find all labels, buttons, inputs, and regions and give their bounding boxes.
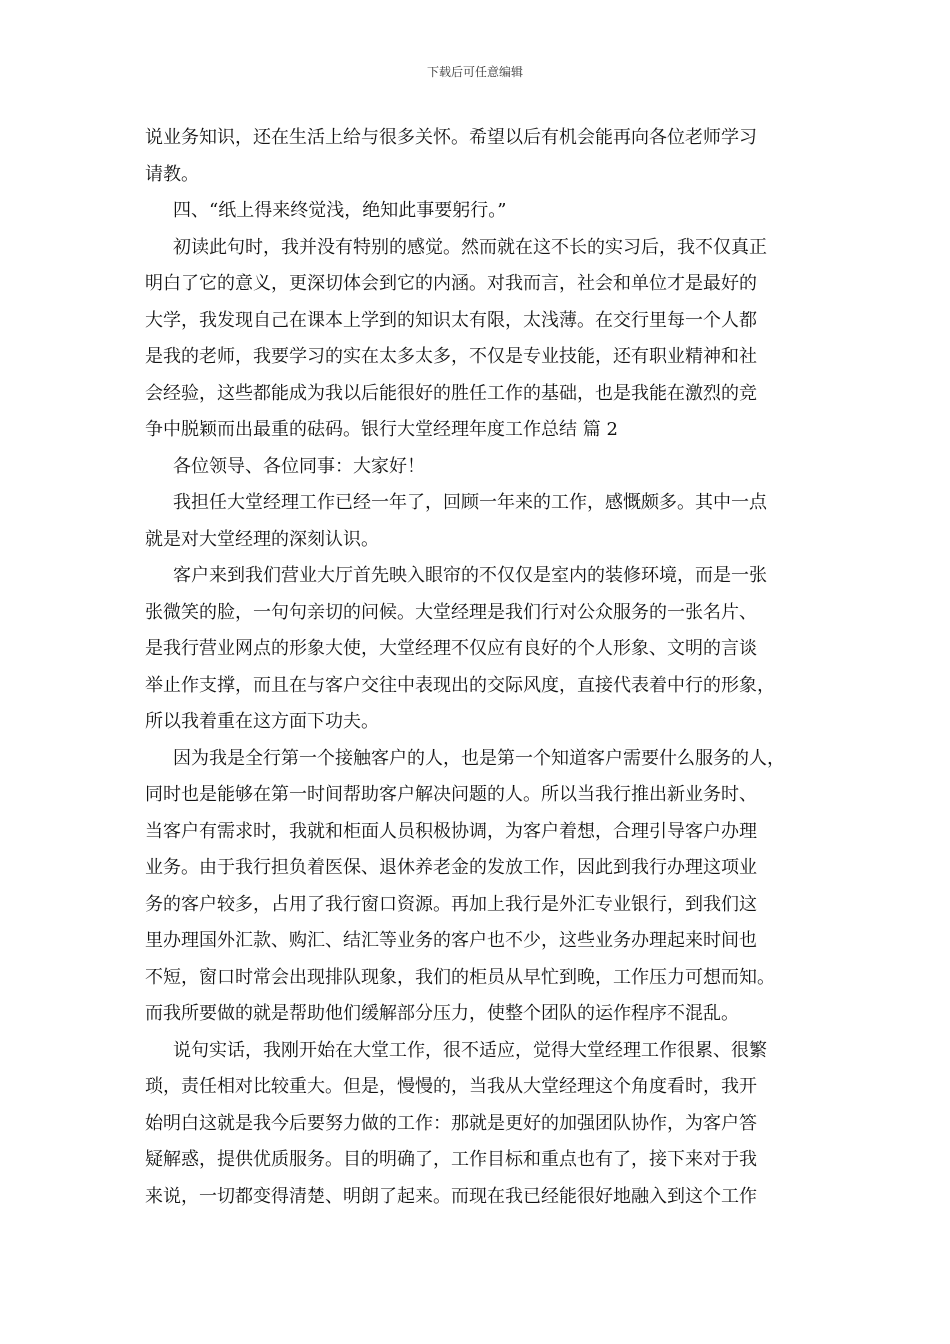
text-line: 务的客户较多，占用了我行窗口资源。再加上我行是外汇专业银行，到我们这: [145, 893, 757, 915]
text-line: 是我的老师，我要学习的实在太多太多，不仅是专业技能，还有职业精神和社: [145, 346, 757, 367]
page-header: 下载后可任意编辑: [426, 65, 523, 79]
text-line: 会经验，这些都能成为我以后能很好的胜任工作的基础，也是我能在激烈的竞: [145, 382, 757, 404]
text-line: 各位领导、各位同事：大家好！: [173, 455, 425, 477]
text-line: 说业务知识，还在生活上给与很多关怀。希望以后有机会能再向各位老师学习: [145, 127, 757, 148]
text-line: 说句实话，我刚开始在大堂工作，很不适应，觉得大堂经理工作很累、很繁: [173, 1039, 767, 1061]
text-line: 里办理国外汇款、购汇、结汇等业务的客户也不少，这些业务办理起来时间也: [145, 930, 757, 951]
text-line: 而我所要做的就是帮助他们缓解部分压力，使整个团队的运作程序不混乱。: [145, 1003, 739, 1024]
text-line: 就是对大堂经理的深刻认识。: [145, 528, 379, 550]
text-line: 举止作支撑，而且在与客户交往中表现出的交际风度，直接代表着中行的形象，: [145, 674, 775, 696]
text-line: 四、“纸上得来终觉浅，绝知此事要躬行。”: [173, 200, 507, 221]
text-line: 始明白这就是我今后要努力做的工作：那就是更好的加强团队协作，为客户答: [145, 1112, 757, 1134]
text-line: 初读此句时，我并没有特别的感觉。然而就在这不长的实习后，我不仅真正: [173, 236, 767, 258]
text-line: 请教。: [145, 163, 199, 185]
text-line: 疑解惑，提供优质服务。目的明确了，工作目标和重点也有了，接下来对于我: [145, 1149, 757, 1170]
text-line: 不短，窗口时常会出现排队现象，我们的柜员从早忙到晚，工作压力可想而知。: [145, 966, 775, 988]
text-line: 业务。由于我行担负着医保、退休养老金的发放工作，因此到我行办理这项业: [145, 857, 757, 878]
text-line: 我担任大堂经理工作已经一年了，回顾一年来的工作，感慨颇多。其中一点: [173, 492, 767, 513]
text-line: 琐，责任相对比较重大。但是，慢慢的，当我从大堂经理这个角度看时，我开: [145, 1076, 757, 1097]
text-line: 张微笑的脸，一句句亲切的问候。大堂经理是我们行对公众服务的一张名片、: [145, 601, 757, 623]
text-line: 大学，我发现自己在课本上学到的知识太有限，太浅薄。在交行里每一个人都: [145, 309, 757, 331]
text-line: 当客户有需求时，我就和柜面人员积极协调，为客户着想，合理引导客户办理: [145, 820, 757, 842]
text-line: 来说，一切都变得清楚、明朗了起来。而现在我已经能很好地融入到这个工作: [145, 1185, 757, 1207]
text-line: 是我行营业网点的形象大使，大堂经理不仅应有良好的个人形象、文明的言谈: [145, 638, 757, 659]
text-line: 客户来到我们营业大厅首先映入眼帘的不仅仅是室内的装修环境，而是一张: [173, 565, 767, 586]
text-line: 所以我着重在这方面下功夫。: [145, 711, 379, 732]
text-line: 同时也是能够在第一时间帮助客户解决问题的人。所以当我行推出新业务时、: [145, 784, 757, 805]
text-line: 因为我是全行第一个接触客户的人，也是第一个知道客户需要什么服务的人，: [173, 747, 785, 769]
text-line: 明白了它的意义，更深切体会到它的内涵。对我而言，社会和单位才是最好的: [145, 273, 757, 294]
text-line: 争中脱颖而出最重的砝码。银行大堂经理年度工作总结 篇 2: [145, 419, 618, 440]
document-body: [145, 120, 825, 1215]
